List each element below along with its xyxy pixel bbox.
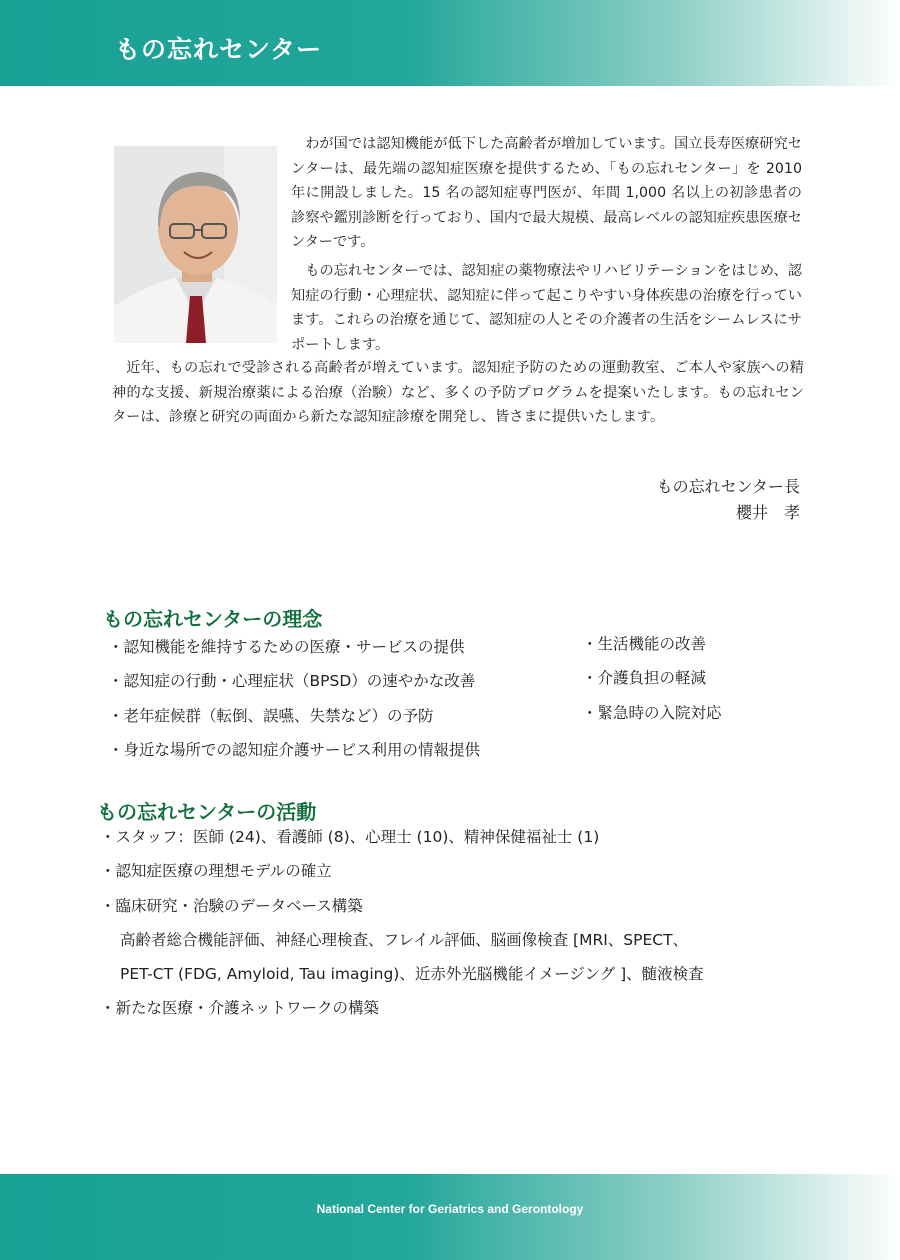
list-item: PET-CT (FDG, Amyloid, Tau imaging)、近赤外光脳機能イメージング ]、髄液検査 [120, 965, 704, 984]
list-item: ・生活機能の改善 [582, 635, 707, 653]
header-band [0, 0, 900, 86]
list-item: ・介護負担の軽減 [582, 669, 707, 688]
footer-band [0, 1174, 900, 1260]
list-item: 高齢者総合機能評価、神経心理検査、フレイル評価、脳画像検査 [MRI、SPECT、 [120, 930, 689, 949]
page-title: もの忘れセンター [115, 35, 323, 64]
list-item: ・認知症医療の理想モデルの確立 [100, 862, 332, 881]
intro-text [291, 132, 802, 357]
footer-organization-name: National Center for Geriatrics and Gerontology [316, 1202, 584, 1216]
activities-list [100, 827, 704, 1033]
list-item: ・新たな医療・介護ネットワークの構築 [100, 999, 380, 1018]
director-portrait-illustration [114, 146, 277, 343]
intro-paragraph-2: もの忘れセンターでは、認知症の薬物療法やリハビリテーションをはじめ、認知症の行動・心理症状、認知症に伴って起こりやすい身体疾患の治療を行っています。これらの治療を通じて、認知症の人とその介護者の生活をシームレスにサポートします。 [291, 262, 802, 353]
list-item: ・臨床研究・治験のデータベース構築 [100, 896, 363, 915]
list-item: ・スタッフ：医師 (24)、看護師 (8)、心理士 (10)、精神保健福祉士 (1) [100, 828, 600, 846]
signature-name: 櫻井 孝 [735, 503, 800, 522]
intro-paragraph-3: 近年、もの忘れで受診される高齢者が増えています。認知症予防のための運動教室、ご本人や家族への精神的な支援、新規治療薬による治療（治験）など、多くの予防プログラムを提案いたします。もの忘れセンターは、診療と研究の両面から新たな認知症診療を開発し、皆さまに提供いたします。 [112, 360, 804, 426]
signature-role: もの忘れセンター長 [656, 477, 800, 496]
signature [657, 474, 800, 526]
list-item: ・緊急時の入院対応 [582, 703, 722, 722]
list-item: ・老年症候群（転倒、誤嚥、失禁など）の予防 [108, 706, 434, 725]
director-photo [114, 146, 277, 343]
philosophy-title: もの忘れセンターの理念 [103, 607, 323, 631]
philosophy-right-list [582, 634, 722, 737]
list-item: ・身近な場所での認知症介護サービス利用の情報提供 [108, 740, 481, 759]
intro-paragraph-1: わが国では認知機能が低下した高齢者が増加しています。国立長寿医療研究センターは、最先端の認知症医療を提供するため、「もの忘れセンター」を 2010 年に開設しました。15 名の認知症専門医が、年間 1,000 名以上の初診患者の診察や鑑別診断を行っており、国内で最大規模、最高レベルの認知症疾患医療センターです。 [291, 136, 802, 251]
activities-title: もの忘れセンターの活動 [97, 800, 317, 824]
list-item: ・認知機能を維持するための医療・サービスの提供 [108, 638, 465, 656]
philosophy-left-list [108, 637, 480, 774]
list-item: ・認知症の行動・心理症状（BPSD）の速やかな改善 [108, 672, 476, 691]
